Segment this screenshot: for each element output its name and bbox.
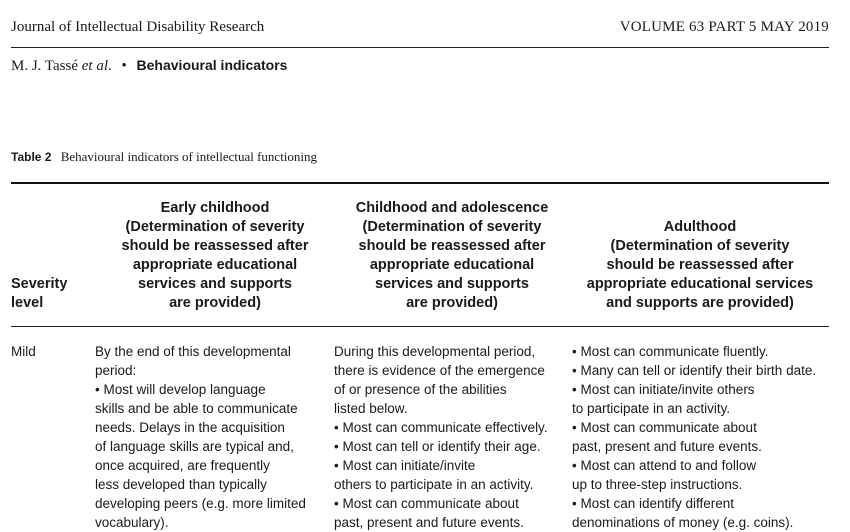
cell-line: • Most can attend to and follow [572, 458, 757, 473]
header-line: Childhood and adolescence [355, 200, 549, 216]
cell-line: listed below. [334, 401, 408, 416]
header-line: (Determination of severity [610, 238, 790, 254]
cell-line: of language skills are typical and, [95, 439, 294, 454]
header-line: should be reassessed after [121, 238, 309, 254]
column-header-childhood-adolescence [332, 199, 572, 313]
early-childhood-cell [95, 342, 306, 532]
cell-line: to participate in an activity. [572, 401, 731, 416]
running-header [11, 19, 829, 39]
header-line: services and supports [138, 276, 292, 292]
cell-line: • Most can tell or identify their age. [334, 439, 541, 454]
header-line: and supports are provided) [606, 295, 794, 311]
header-line: appropriate educational services [586, 276, 814, 292]
issue-info: VOLUME 63 PART 5 MAY 2019 [619, 19, 829, 35]
section-title: Behavioural indicators [136, 57, 288, 73]
cell-line: once acquired, are frequently [95, 458, 270, 473]
cell-line: • Most can initiate/invite [334, 458, 476, 473]
cell-line: • Most can communicate about [334, 496, 519, 511]
column-header-severity [11, 275, 91, 313]
header-line: level [11, 295, 44, 311]
cell-line: • Most can initiate/invite others [572, 382, 755, 397]
cell-line: During this developmental period, [334, 344, 536, 359]
adulthood-cell [572, 342, 816, 532]
cell-line: needs. Delays in the acquisition [95, 420, 285, 435]
cell-line: less developed than typically [95, 477, 267, 492]
table-top-rule [11, 182, 829, 184]
et-al: et al [81, 58, 109, 74]
childhood-adolescence-cell [334, 342, 548, 532]
cell-line: there is evidence of the emergence [334, 363, 545, 378]
severity-level-cell [11, 342, 36, 361]
cell-line: up to three-step instructions. [572, 477, 743, 492]
header-line: should be reassessed after [606, 257, 794, 273]
column-header-adulthood [571, 218, 829, 313]
authors: M. J. Tassé [11, 58, 79, 74]
cell-line: skills and be able to communicate [95, 401, 298, 416]
cell-line: past, present and future events. [334, 515, 524, 530]
column-header-early-childhood [95, 199, 335, 313]
cell-line: • Most can communicate about [572, 420, 757, 435]
cell-line: • Most can communicate effectively. [334, 420, 548, 435]
cell-line: • Most can communicate fluently. [572, 344, 769, 359]
header-line: services and supports [375, 276, 529, 292]
table-caption-text: Behavioural indicators of intellectual functioning [60, 149, 318, 164]
cell-line: vocabulary). [95, 515, 169, 530]
severity-level: Mild [11, 344, 36, 359]
cell-line: • Most will develop language [95, 382, 266, 397]
byline-bullet: • [121, 58, 127, 74]
table-caption [11, 149, 317, 165]
cell-line: developing peers (e.g. more limited [95, 496, 306, 511]
cell-line: past, present and future events. [572, 439, 762, 454]
header-line: appropriate educational [132, 257, 298, 273]
byline-period: . [108, 58, 112, 74]
header-line: Adulthood [663, 219, 737, 235]
table-caption-label: Table 2 [11, 150, 52, 164]
byline [11, 57, 287, 75]
cell-line: denominations of money (e.g. coins). [572, 515, 794, 530]
journal-name: Journal of Intellectual Disability Research [11, 19, 265, 35]
cell-line: others to participate in an activity. [334, 477, 534, 492]
header-line: Severity [11, 276, 68, 292]
table-header-rule [11, 326, 829, 327]
header-line: Early childhood [160, 200, 270, 216]
header-line: (Determination of severity [362, 219, 542, 235]
cell-line: period: [95, 363, 137, 378]
cell-line: of or presence of the abilities [334, 382, 507, 397]
header-line: are provided) [406, 295, 498, 311]
header-line: should be reassessed after [358, 238, 546, 254]
cell-line: • Many can tell or identify their birth date. [572, 363, 817, 378]
header-line: (Determination of severity [125, 219, 305, 235]
cell-line: • Most can identify different [572, 496, 735, 511]
header-line: appropriate educational [369, 257, 535, 273]
header-rule [11, 47, 829, 48]
cell-line: By the end of this developmental [95, 344, 291, 359]
header-line: are provided) [169, 295, 261, 311]
